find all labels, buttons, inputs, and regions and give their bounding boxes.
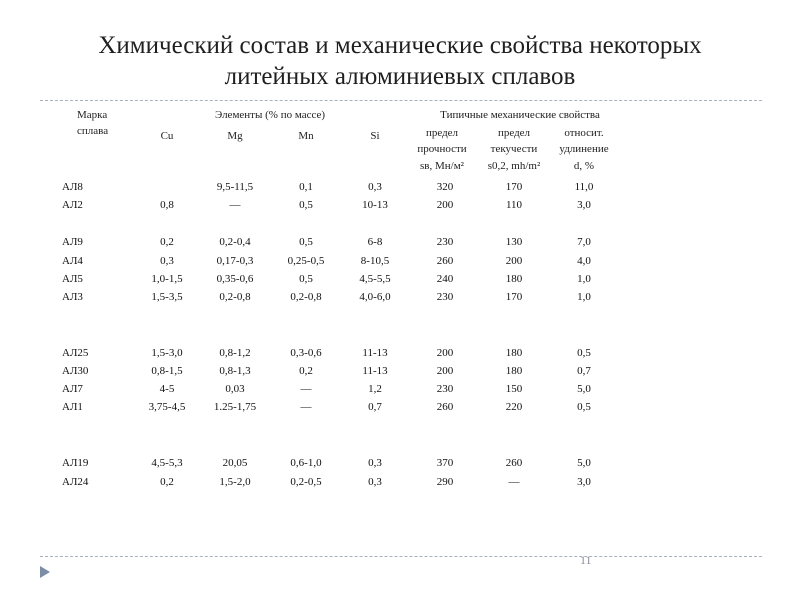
header-si: Si xyxy=(370,130,380,142)
cell-mn: — xyxy=(300,383,312,395)
cell-elong: 7,0 xyxy=(577,236,591,248)
cell-elong: 11,0 xyxy=(574,181,594,193)
cell-mg: 0,03 xyxy=(225,383,245,395)
cell-strength: 230 xyxy=(436,291,454,303)
cell-cu: 0,8 xyxy=(160,199,174,211)
cell-grade: АЛ9 xyxy=(62,236,83,248)
header-yield-line1: предел xyxy=(497,127,531,139)
cell-grade: АЛ8 xyxy=(62,181,83,193)
cell-cu: 4,5-5,3 xyxy=(151,457,183,469)
cell-mn: 0,3-0,6 xyxy=(290,347,322,359)
cell-mn: 0,2-0,8 xyxy=(290,291,322,303)
cell-mg: 0,8-1,3 xyxy=(219,365,251,377)
cell-grade: АЛ1 xyxy=(62,401,83,413)
cell-grade: АЛ2 xyxy=(62,199,83,211)
cell-si: 4,5-5,5 xyxy=(359,273,391,285)
cell-si: 8-10,5 xyxy=(360,255,390,267)
triangle-arrow-icon xyxy=(40,566,50,578)
cell-yield: 110 xyxy=(505,199,523,211)
cell-yield: 170 xyxy=(505,291,523,303)
cell-si: 1,2 xyxy=(368,383,382,395)
cell-mn: 0,5 xyxy=(299,199,313,211)
cell-strength: 370 xyxy=(436,457,454,469)
cell-mn: 0,1 xyxy=(299,181,313,193)
cell-si: 0,3 xyxy=(368,181,382,193)
cell-mn: — xyxy=(300,401,312,413)
cell-mg: 0,2-0,8 xyxy=(219,291,251,303)
cell-mg: 20,05 xyxy=(222,457,248,469)
header-elong-line2: удлинение xyxy=(559,143,609,155)
header-yield-line2: текучести xyxy=(490,143,538,155)
cell-elong: 0,7 xyxy=(577,365,591,377)
cell-strength: 240 xyxy=(436,273,454,285)
cell-mg: 0,17-0,3 xyxy=(216,255,254,267)
cell-grade: АЛ7 xyxy=(62,383,83,395)
cell-mn: 0,2-0,5 xyxy=(290,476,322,488)
cell-elong: 5,0 xyxy=(577,383,591,395)
header-elong-line3: d, % xyxy=(573,160,595,172)
cell-elong: 3,0 xyxy=(577,476,591,488)
cell-mg: — xyxy=(229,199,241,211)
cell-grade: АЛ25 xyxy=(62,347,89,359)
header-properties: Типичные механические свойства xyxy=(440,109,600,121)
header-elements: Элементы (% по массе) xyxy=(214,109,326,121)
cell-elong: 3,0 xyxy=(577,199,591,211)
cell-yield: 170 xyxy=(505,181,523,193)
cell-yield: 220 xyxy=(505,401,523,413)
cell-si: 0,3 xyxy=(368,457,382,469)
cell-si: 10-13 xyxy=(362,199,388,211)
cell-cu: 0,3 xyxy=(160,255,174,267)
page-number: 11 xyxy=(580,553,592,567)
header-elong-line1: относит. xyxy=(564,127,604,139)
cell-strength: 320 xyxy=(436,181,454,193)
header-strength-line2: прочности xyxy=(417,143,467,155)
cell-cu: 0,8-1,5 xyxy=(151,365,183,377)
cell-elong: 1,0 xyxy=(577,291,591,303)
cell-cu: 3,75-4,5 xyxy=(148,401,186,413)
cell-mn: 0,5 xyxy=(299,273,313,285)
cell-mg: 9,5-11,5 xyxy=(216,181,254,193)
cell-grade: АЛ4 xyxy=(62,255,83,267)
header-cu: Cu xyxy=(160,130,174,142)
cell-mg: 0,2-0,4 xyxy=(219,236,251,248)
cell-cu: 1,0-1,5 xyxy=(151,273,183,285)
cell-cu: 4-5 xyxy=(159,383,175,395)
cell-grade: АЛ19 xyxy=(62,457,89,469)
header-mg: Mg xyxy=(227,130,243,142)
cell-cu: 0,2 xyxy=(160,236,174,248)
cell-mg: 1,5-2,0 xyxy=(219,476,251,488)
cell-elong: 5,0 xyxy=(577,457,591,469)
top-divider xyxy=(40,100,762,101)
cell-strength: 230 xyxy=(436,383,454,395)
cell-elong: 4,0 xyxy=(577,255,591,267)
cell-si: 11-13 xyxy=(362,365,388,377)
cell-si: 0,7 xyxy=(368,401,382,413)
header-yield-line3: s0,2, mh/m² xyxy=(487,160,541,172)
title-line-1: Химический состав и механические свойства некоторых xyxy=(98,32,702,59)
cell-yield: 180 xyxy=(505,273,523,285)
cell-strength: 200 xyxy=(436,347,454,359)
cell-elong: 0,5 xyxy=(577,347,591,359)
cell-si: 6-8 xyxy=(367,236,383,248)
cell-yield: 200 xyxy=(505,255,523,267)
cell-mn: 0,2 xyxy=(299,365,313,377)
cell-mg: 0,35-0,6 xyxy=(216,273,254,285)
header-mn: Mn xyxy=(298,130,314,142)
cell-cu: 1,5-3,5 xyxy=(151,291,183,303)
cell-mn: 0,6-1,0 xyxy=(290,457,322,469)
cell-yield: 180 xyxy=(505,365,523,377)
cell-cu: 1,5-3,0 xyxy=(151,347,183,359)
cell-strength: 230 xyxy=(436,236,454,248)
header-strength-line3: sв, Мн/м² xyxy=(420,160,464,172)
slide-title xyxy=(40,30,760,92)
cell-mg: 1.25-1,75 xyxy=(213,401,257,413)
cell-grade: АЛ24 xyxy=(62,476,89,488)
cell-yield: 150 xyxy=(505,383,523,395)
cell-yield: 130 xyxy=(505,236,523,248)
cell-elong: 1,0 xyxy=(577,273,591,285)
cell-si: 11-13 xyxy=(362,347,388,359)
cell-strength: 290 xyxy=(436,476,454,488)
cell-yield: 180 xyxy=(505,347,523,359)
cell-strength: 200 xyxy=(436,199,454,211)
cell-mn: 0,25-0,5 xyxy=(287,255,325,267)
bottom-divider xyxy=(40,556,762,557)
cell-si: 0,3 xyxy=(368,476,382,488)
cell-grade: АЛ3 xyxy=(62,291,83,303)
cell-mn: 0,5 xyxy=(299,236,313,248)
cell-mg: 0,8-1,2 xyxy=(219,347,251,359)
cell-si: 4,0-6,0 xyxy=(359,291,391,303)
cell-grade: АЛ30 xyxy=(62,365,89,377)
header-grade-line2: сплава xyxy=(77,125,109,137)
cell-strength: 260 xyxy=(436,255,454,267)
cell-yield: 260 xyxy=(505,457,523,469)
cell-cu: 0,2 xyxy=(160,476,174,488)
cell-yield: — xyxy=(508,476,520,488)
cell-elong: 0,5 xyxy=(577,401,591,413)
header-strength-line1: предел xyxy=(425,127,459,139)
cell-grade: АЛ5 xyxy=(62,273,83,285)
cell-strength: 200 xyxy=(436,365,454,377)
cell-strength: 260 xyxy=(436,401,454,413)
title-line-2: литейных алюминиевых сплавов xyxy=(224,63,576,90)
header-grade-line1: Марка xyxy=(77,109,108,121)
